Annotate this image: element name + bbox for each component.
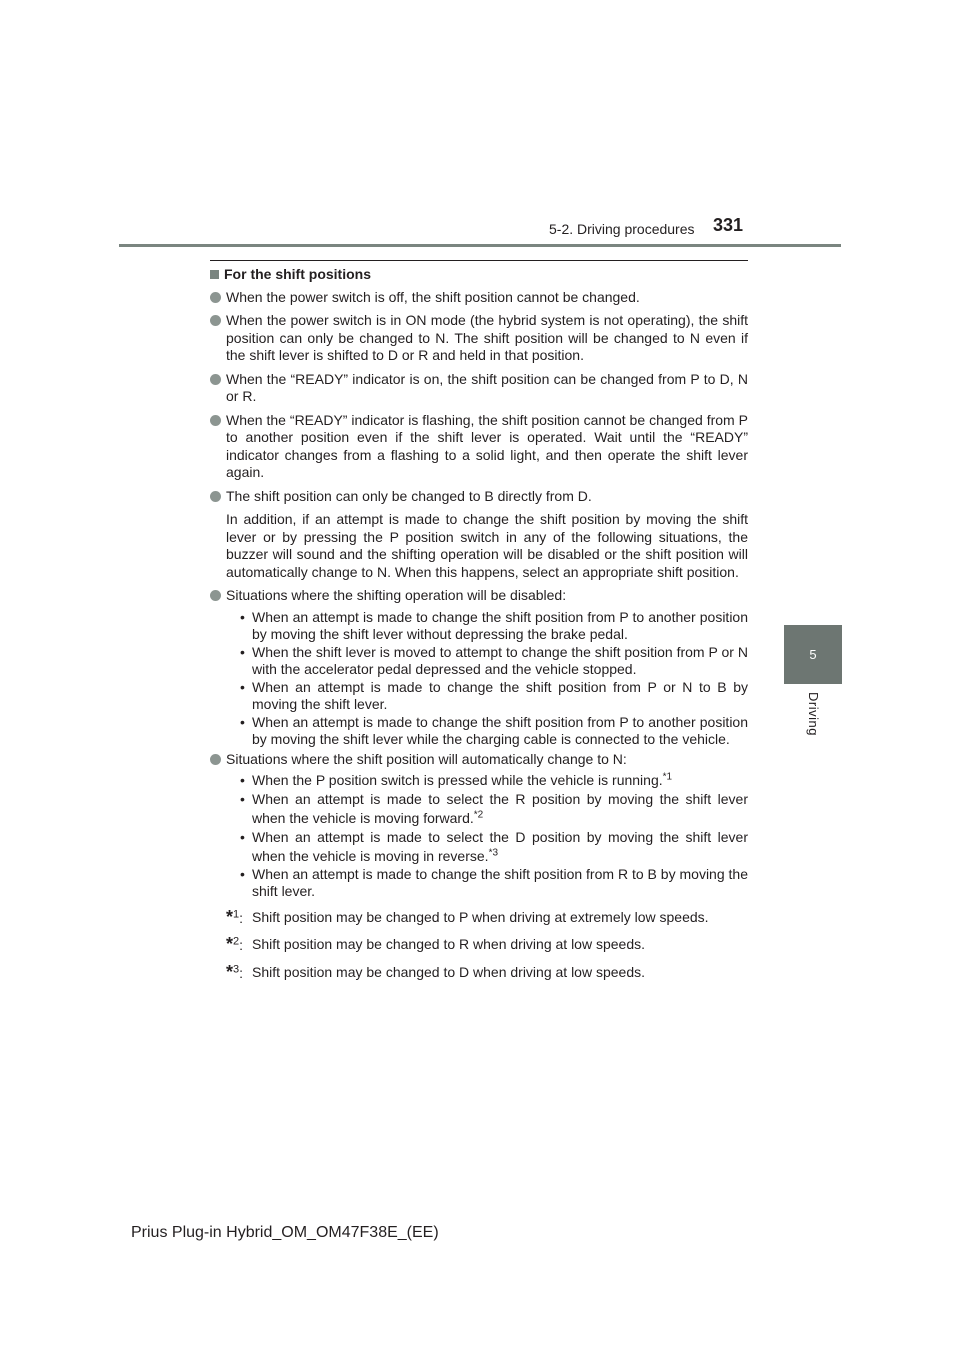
footnote-ref: *1 [662,771,673,783]
list-item-text: When an attempt is made to change the shift position from R to B by moving the shift lever. [252,865,748,899]
list-item [240,828,748,866]
list-item-text: When an attempt is made to change the shift position from P to another position by moving the shift lever without depressing the brake pedal. [252,608,748,642]
dot-marker: • [240,608,245,625]
dot-marker: • [240,828,245,845]
dot-marker: • [240,865,245,882]
circle-bullet-icon [210,587,226,605]
dot-marker: • [240,713,245,730]
bullet-text: Situations where the shifting operation will be disabled: [226,587,567,603]
bullet-text: When the “READY” indicator is flashing, the shift position cannot be changed from P to another position even if the shift lever is operated. Wait until the “READY” indicator changes from a flashing to a solid light, and then operate the shift lever again. [226,411,748,480]
chapter-tab[interactable]: 5 [784,625,842,684]
footnote: *$^2$: Shift position may be changed to R when driving at low speeds. [226,936,748,955]
subsection-heading-text: For the shift positions [224,266,371,282]
footnote-number: 2 [233,935,240,948]
list-item-text: When an attempt is made to change the shift position from P or N to B by moving the shift lever. [252,678,748,712]
header-rule [119,244,841,247]
bullet-item-disabled [210,587,748,605]
subsection-rule [210,260,748,261]
footer-doc-id: Prius Plug-in Hybrid_OM_OM47F38E_(EE) [131,1224,439,1241]
dot-marker: • [240,790,245,807]
footnote-ref: *2 [473,808,484,820]
circle-bullet-icon [210,751,226,769]
circle-bullet-icon [210,289,226,307]
footnote-text: Shift position may be changed to P when driving at extremely low speeds. [252,908,709,925]
footnote-ref: *3 [488,846,499,858]
bullet-text: When the power switch is off, the shift position cannot be changed. [226,288,640,305]
bullet-item [210,289,748,307]
footnote: *$^3$: Shift position may be changed to D when driving at low speeds. [226,964,748,983]
list-item-text: When an attempt is made to select the D position by moving the shift lever when the vehicle is moving in reverse. [252,828,748,864]
chapter-label: Driving [806,692,821,736]
footnote-number: 3 [233,962,240,975]
bullet-item [210,412,748,482]
list-item [240,866,748,901]
subsection-heading [210,266,748,284]
list-item-text: When the shift lever is moved to attempt to change the shift position from P or N with the accelerator pedal depressed and the vehicle stopped. [252,643,748,677]
bullet-item [210,312,748,365]
auto-n-situations-list [210,772,748,901]
bullet-item-auto-n [210,751,748,769]
list-item [240,772,748,790]
section-title: 5-2. Driving procedures [549,221,695,237]
body-paragraph: In addition, if an attempt is made to change the shift position by moving the shift lever or by pressing the P position switch in any of the following situations, the buzzer will sound and the shifting operation will be disabled or the shift position will automatically change to N. When this happens, select an appropriate shift position. [226,511,748,580]
content-body [210,266,748,991]
circle-bullet-icon [210,488,226,506]
circle-bullet-icon [210,371,226,406]
footnote-text: Shift position may be changed to R when driving at low speeds. [252,936,646,952]
list-item [240,679,748,714]
list-item [240,609,748,644]
dot-marker: • [240,643,245,660]
square-bullet-icon [210,270,219,279]
bullet-item [210,488,748,506]
bullet-item [210,371,748,406]
footnote-text: Shift position may be changed to D when driving at low speeds. [252,963,646,980]
bullet-text: When the “READY” indicator is on, the shift position can be changed from P to D, N or R. [226,370,748,404]
list-item [240,790,748,828]
footnote-number: 1 [233,907,240,920]
page-number: 331 [713,215,744,235]
bullet-text: Situations where the shift position will automatically change to N: [226,750,627,767]
bullet-text: When the power switch is in ON mode (the hybrid system is not operating), the shift position can only be changed to N. The shift position will be changed to N even if the shift lever is shifted to D or R and held in that position. [226,312,748,363]
list-item [240,714,748,749]
footnote: *$^1$: Shift position may be changed to P when driving at extremely low speeds. [226,909,748,928]
list-item-text: When an attempt is made to change the shift position from P to another position by moving the shift lever while the charging cable is connected to the vehicle. [252,713,748,747]
list-item-text: When an attempt is made to select the R position by moving the shift lever when the vehicle is moving forward. [252,790,748,826]
disabled-situations-list [210,609,748,749]
list-item-text: When the P position switch is pressed while the vehicle is running. [252,772,663,788]
circle-bullet-icon [210,412,226,482]
list-item [240,644,748,679]
circle-bullet-icon [210,312,226,365]
dot-marker: • [240,678,245,695]
dot-marker: • [240,772,245,788]
bullet-text: The shift position can only be changed to B directly from D. [226,487,592,504]
